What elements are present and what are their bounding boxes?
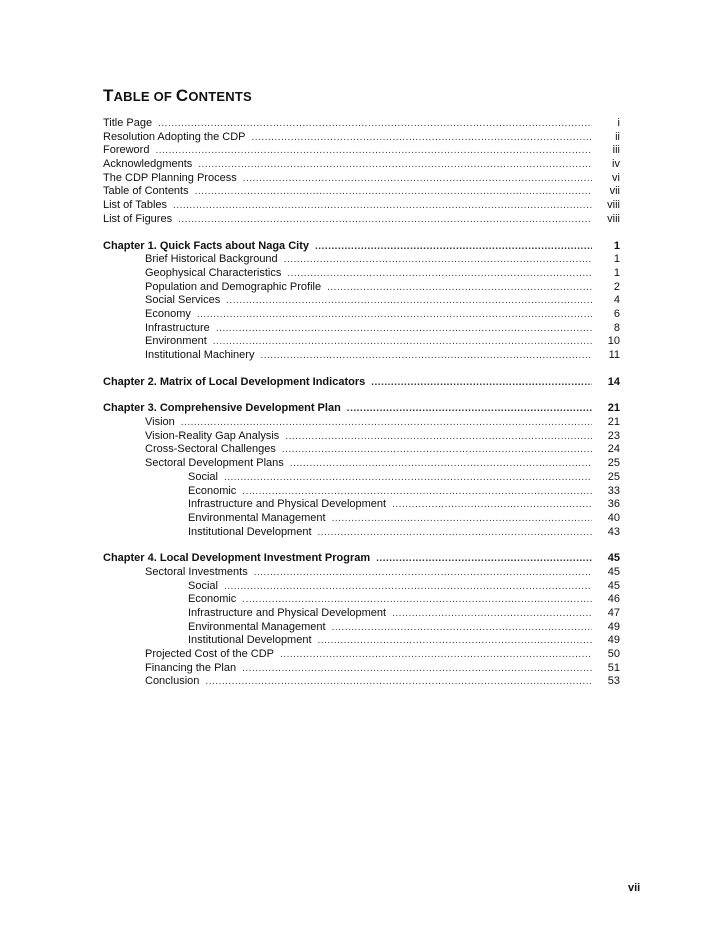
entry-page: 43: [607, 525, 620, 538]
entry-page: 25: [607, 470, 620, 483]
entry-page: 49: [607, 620, 620, 633]
dot-leader: [224, 580, 592, 594]
entry-label: Table of Contents: [103, 185, 189, 198]
entry-page: 2: [613, 280, 620, 293]
dot-leader: [282, 443, 592, 457]
entry-page: 6: [613, 307, 620, 320]
entry-page: 51: [607, 661, 620, 674]
entry-label: Resolution Adopting the CDP: [103, 130, 246, 143]
chapter-page: 45: [607, 552, 620, 565]
entry-page: 24: [607, 443, 620, 456]
toc-entry[interactable]: [103, 648, 620, 662]
entry-label: Institutional Development: [188, 634, 312, 647]
entry-label: Economic: [188, 593, 237, 606]
dot-leader: [290, 457, 592, 471]
entry-page: 50: [607, 648, 620, 661]
entry-page: 21: [607, 416, 620, 429]
title-part-able-of: ABLE OF: [113, 89, 176, 104]
entry-page: 40: [607, 511, 620, 524]
entry-page: ii: [615, 130, 620, 143]
entry-page: 8: [613, 321, 620, 334]
toc-chapter-2[interactable]: [103, 376, 620, 390]
entry-label: Institutional Machinery: [145, 349, 255, 361]
entry-page: viii: [607, 199, 620, 212]
toc-entry[interactable]: [103, 213, 620, 227]
entry-page: 36: [607, 498, 620, 511]
entry-label: List of Figures: [103, 212, 173, 225]
entry-label: Conclusion: [145, 675, 200, 688]
chapter-label: Chapter 4. Local Development Investment Program: [103, 552, 371, 565]
toc-entry[interactable]: [103, 294, 620, 308]
entry-label: The CDP Planning Process: [103, 171, 237, 184]
dot-leader: [287, 267, 592, 281]
chapter-page: 14: [607, 375, 620, 388]
entry-label: Vision-Reality Gap Analysis: [145, 429, 280, 442]
toc-entry[interactable]: [103, 199, 620, 213]
entry-label: Population and Demographic Profile: [145, 280, 322, 293]
toc-entry[interactable]: [103, 131, 620, 145]
chapter-label: Chapter 1. Quick Facts about Naga City: [103, 239, 309, 252]
toc-entry[interactable]: [103, 675, 620, 689]
toc-entry[interactable]: [103, 566, 620, 580]
toc-subentry[interactable]: [103, 634, 620, 648]
dot-leader: [347, 402, 592, 416]
entry-label: Environment: [145, 335, 207, 348]
toc-entry[interactable]: [103, 158, 620, 172]
dot-leader: [224, 471, 592, 485]
entry-page: 1: [613, 253, 620, 266]
toc-entry[interactable]: [103, 416, 620, 430]
dot-leader: [205, 675, 592, 689]
toc-entry[interactable]: [103, 117, 620, 131]
toc-list: [103, 117, 620, 689]
dot-leader: [226, 294, 592, 308]
toc-entry[interactable]: [103, 281, 620, 295]
dot-leader: [332, 621, 592, 635]
toc-entry[interactable]: [103, 253, 620, 267]
entry-page: 53: [607, 675, 620, 688]
title-initial-c: C: [175, 86, 189, 105]
entry-label: Sectoral Development Plans: [145, 457, 284, 470]
entry-label: Geophysical Characteristics: [145, 266, 282, 279]
entry-label: Economic: [188, 484, 237, 497]
toc-entry[interactable]: [103, 144, 620, 158]
entry-label: Title Page: [103, 117, 153, 129]
title-part-ontents: ONTENTS: [188, 89, 252, 104]
entry-page: 49: [607, 634, 620, 647]
entry-page: iii: [612, 144, 620, 157]
dot-leader: [216, 322, 592, 336]
toc-chapter-3[interactable]: [103, 402, 620, 416]
footer-page-number: vii: [628, 882, 641, 894]
toc-subentry[interactable]: [103, 512, 620, 526]
toc-entry[interactable]: [103, 457, 620, 471]
toc-entry[interactable]: [103, 267, 620, 281]
chapter-page: 1: [613, 239, 620, 252]
entry-label: Economy: [145, 307, 191, 320]
dot-leader: [392, 498, 592, 512]
entry-label: Social: [188, 579, 218, 592]
entry-label: Brief Historical Background: [145, 253, 278, 266]
dot-leader: [260, 349, 592, 363]
entry-label: Foreword: [103, 144, 150, 157]
title-initial-t: T: [103, 86, 114, 105]
entry-page: 25: [607, 457, 620, 470]
chapter-page: 21: [607, 402, 620, 415]
entry-label: Vision: [145, 416, 175, 429]
entry-page: iv: [612, 158, 620, 171]
entry-label: Projected Cost of the CDP: [145, 648, 275, 661]
toc-entry[interactable]: [103, 443, 620, 457]
toc-entry[interactable]: [103, 308, 620, 322]
toc-subentry[interactable]: [103, 471, 620, 485]
entry-page: 10: [607, 335, 620, 348]
toc-subentry[interactable]: [103, 593, 620, 607]
entry-label: Financing the Plan: [145, 661, 237, 674]
dot-leader: [371, 376, 592, 390]
toc-entry[interactable]: [103, 322, 620, 336]
entry-label: Infrastructure: [145, 321, 210, 334]
dot-leader: [243, 172, 592, 186]
dot-leader: [280, 648, 592, 662]
toc-entry[interactable]: [103, 172, 620, 186]
entry-label: Social: [188, 470, 218, 483]
dot-leader: [198, 158, 592, 172]
toc-subentry[interactable]: [103, 621, 620, 635]
entry-page: 4: [613, 294, 620, 307]
toc-entry[interactable]: [103, 335, 620, 349]
dot-leader: [242, 593, 592, 607]
chapter-label: Chapter 3. Comprehensive Development Plan: [103, 402, 341, 415]
entry-label: List of Tables: [103, 199, 168, 212]
entry-page: 45: [607, 565, 620, 578]
entry-page: viii: [607, 212, 620, 225]
dot-leader: [327, 281, 592, 295]
dot-leader: [181, 416, 592, 430]
toc-chapter-4[interactable]: [103, 552, 620, 566]
entry-label: Institutional Development: [188, 525, 312, 538]
dot-leader: [251, 131, 592, 145]
toc-entry[interactable]: [103, 662, 620, 676]
entry-label: Cross-Sectoral Challenges: [145, 443, 276, 456]
dot-leader: [178, 213, 592, 227]
entry-page: i: [617, 117, 620, 129]
toc-subentry[interactable]: [103, 498, 620, 512]
dot-leader: [376, 552, 592, 566]
entry-page: vii: [609, 185, 620, 198]
dot-leader: [332, 512, 592, 526]
dot-leader: [315, 240, 592, 254]
entry-page: 11: [608, 349, 620, 361]
entry-label: Acknowledgments: [103, 158, 193, 171]
entry-label: Infrastructure and Physical Development: [188, 498, 387, 511]
entry-label: Infrastructure and Physical Development: [188, 607, 387, 619]
toc-entry[interactable]: [103, 430, 620, 444]
dot-leader: [242, 485, 592, 499]
entry-label: Environmental Management: [188, 620, 326, 633]
entry-label: Environmental Management: [188, 511, 326, 524]
dot-leader: [392, 607, 592, 621]
dot-leader: [318, 634, 592, 648]
dot-leader: [213, 335, 592, 349]
toc-entry[interactable]: [103, 185, 620, 199]
entry-label: Social Services: [145, 294, 221, 307]
page-title: [103, 86, 252, 106]
dot-leader: [195, 185, 592, 199]
entry-page: 23: [607, 429, 620, 442]
toc-entry[interactable]: [103, 349, 620, 363]
entry-page: 46: [607, 593, 620, 606]
entry-page: vi: [612, 171, 620, 184]
toc-chapter-1[interactable]: [103, 240, 620, 254]
entry-label: Sectoral Investments: [145, 565, 248, 578]
dot-leader: [173, 199, 592, 213]
dot-leader: [242, 662, 592, 676]
dot-leader: [318, 526, 592, 540]
toc-subentry[interactable]: [103, 485, 620, 499]
chapter-label: Chapter 2. Matrix of Local Development Indicators: [103, 375, 366, 388]
toc-subentry[interactable]: [103, 607, 620, 621]
entry-page: 45: [607, 579, 620, 592]
toc-subentry[interactable]: [103, 580, 620, 594]
entry-page: 1: [613, 266, 620, 279]
dot-leader: [285, 430, 592, 444]
toc-subentry[interactable]: [103, 526, 620, 540]
dot-leader: [284, 253, 592, 267]
dot-leader: [254, 566, 592, 580]
dot-leader: [158, 117, 592, 131]
entry-page: 47: [607, 607, 620, 619]
dot-leader: [197, 308, 592, 322]
dot-leader: [155, 144, 592, 158]
entry-page: 33: [607, 484, 620, 497]
